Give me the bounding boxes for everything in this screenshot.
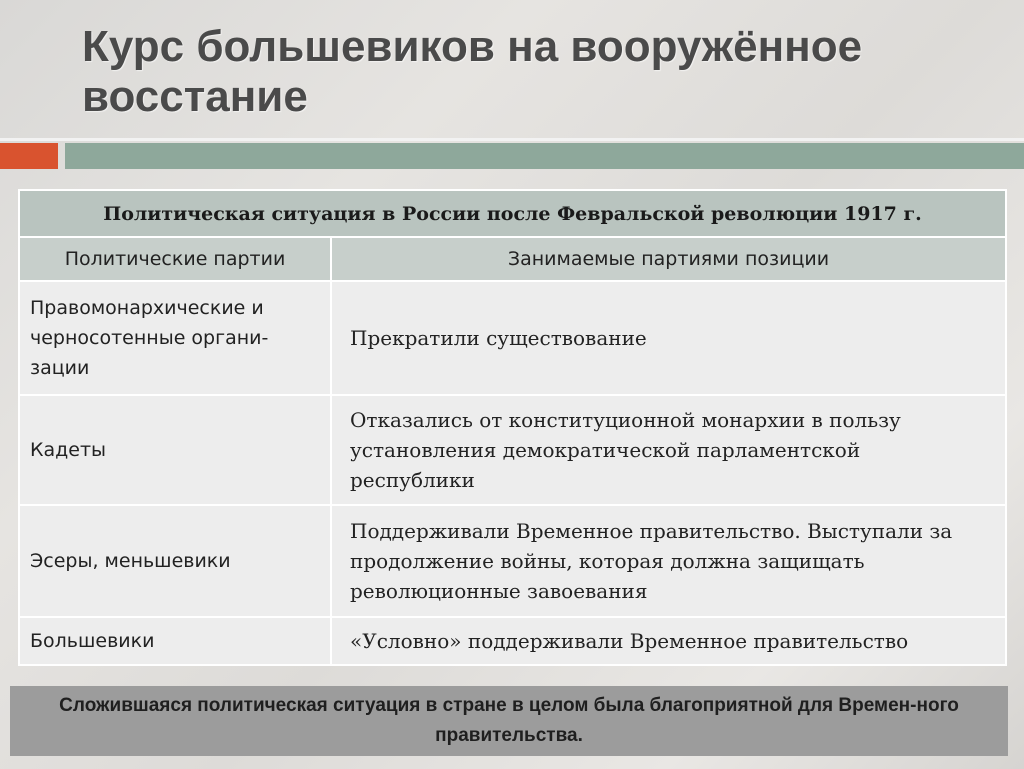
column-header-parties: Политические партии xyxy=(19,237,331,281)
position-cell: Отказались от конституционной монархии в пользу установления демократической парламентской республики xyxy=(331,395,1006,505)
table-caption: Политическая ситуация в России после Февральской революции 1917 г. xyxy=(19,190,1006,237)
table-header-row xyxy=(19,237,1006,281)
party-cell: Эсеры, меньшевики xyxy=(19,505,331,617)
table-row xyxy=(19,281,1006,395)
position-cell: Прекратили существование xyxy=(331,281,1006,395)
party-cell: Большевики xyxy=(19,617,331,665)
party-cell: Кадеты xyxy=(19,395,331,505)
table-row xyxy=(19,395,1006,505)
accent-bar-orange xyxy=(0,143,58,169)
accent-bar-green xyxy=(65,143,1024,169)
column-header-positions: Занимаемые партиями позиции xyxy=(331,237,1006,281)
slide-title: Курс большевиков на вооружённое восстание xyxy=(82,22,863,121)
table-row xyxy=(19,505,1006,617)
party-cell: Правомонархические и черносотенные органи-зации xyxy=(19,281,331,395)
table-row xyxy=(19,617,1006,665)
position-cell: «Условно» поддерживали Временное правительство xyxy=(331,617,1006,665)
parties-table xyxy=(18,189,1007,666)
table-caption-row xyxy=(19,190,1006,237)
position-cell: Поддерживали Временное правительство. Выступали за продолжение войны, которая должна защищать революционные завоевания xyxy=(331,505,1006,617)
title-divider-line xyxy=(0,138,1024,141)
conclusion-note: Сложившаяся политическая ситуация в стране в целом была благоприятной для Времен-ного правительства. xyxy=(10,686,1008,756)
